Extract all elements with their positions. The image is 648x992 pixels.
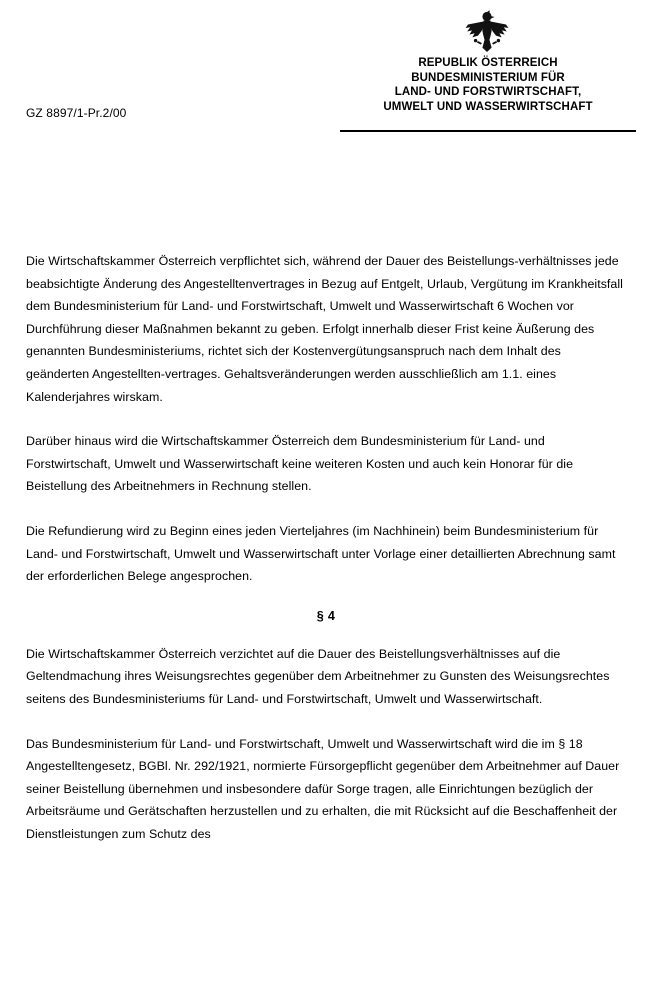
paragraph-3: Die Refundierung wird zu Beginn eines jeden Vierteljahres (im Nachhinein) beim Bundesministerium für Land- und Forstwirtschaft, Umwelt und Wasserwirtschaft unter Vorlage einer detaillierten Abrechnung samt der erforderlichen Belege angesprochen.	[26, 523, 616, 584]
section-heading: § 4	[316, 608, 336, 623]
paragraph-4: Die Wirtschaftskammer Österreich verzichtet auf die Dauer des Beistellungsverhältnisses auf die Geltendmachung ihres Weisungsrechtes gegenüber dem Arbeitnehmer zu Gunsten des Weisungsrechtes seitens des Bundesministeriums für Land- und Forstwirtschaft, Umwelt und Wasserwirtschaft.	[26, 646, 610, 706]
letterhead-line-2: BUNDESMINISTERIUM FÜR	[411, 71, 565, 84]
document-header	[0, 8, 648, 128]
paragraph-1: Die Wirtschaftskammer Österreich verpflichtet sich, während der Dauer des Beistellungs-verhältnisses jede beabsichtigte Änderung des Angestelltenvertrages in Bezug auf Entgelt, Urlaub, Vergütung im Krankheitsfall dem Bundesministerium für Land- und Forstwirtschaft, Umwelt und Wasserwirtschaft 6 Wochen vor Durchführung dieser Maßnahmen bekannt zu geben. Erfolgt innerhalb dieser Frist keine Äußerung des genannten Bundesministeriums, richtet sich der Kostenvergütungsanspruch nach dem Inhalt des geänderten Angestellten-vertrages. Gehaltsveränderungen werden ausschließlich am 1.1. eines Kalenderjahres wirskam.	[26, 254, 623, 404]
austrian-eagle-crest-icon	[464, 10, 510, 54]
paragraph-5: Das Bundesministerium für Land- und Forstwirtschaft, Umwelt und Wasserwirtschaft wird die im § 18 Angestelltengesetz, BGBl. Nr. 292/1921, normierte Fürsorgepflicht gegenüber dem Arbeitnehmer auf Dauer seiner Beistellung übernehmen und insbesondere dafür Sorge tragen, alle Einrichtungen bezüglich der Arbeitsräume und Gerätschaften herzustellen und zu erhalten, die mit Rücksicht auf die Beschaffenheit der Dienstleistungen zum Schutz des	[26, 736, 620, 841]
letterhead-line-4: UMWELT UND WASSERWIRTSCHAFT	[383, 100, 593, 113]
letterhead-line-3: LAND- UND FORSTWIRTSCHAFT,	[394, 86, 582, 99]
header-divider	[340, 130, 636, 132]
letterhead	[340, 56, 636, 114]
file-number: GZ 8897/1-Pr.2/00	[26, 106, 127, 120]
document-body	[26, 250, 626, 867]
letterhead-line-1: REPUBLIK ÖSTERREICH	[418, 57, 558, 69]
paragraph-2: Darüber hinaus wird die Wirtschaftskammer Österreich dem Bundesministerium für Land- und Forstwirtschaft, Umwelt und Wasserwirtschaft keine weiteren Kosten und auch kein Honorar für die Beistellung des Arbeitnehmers in Rechnung stellen.	[26, 434, 574, 494]
